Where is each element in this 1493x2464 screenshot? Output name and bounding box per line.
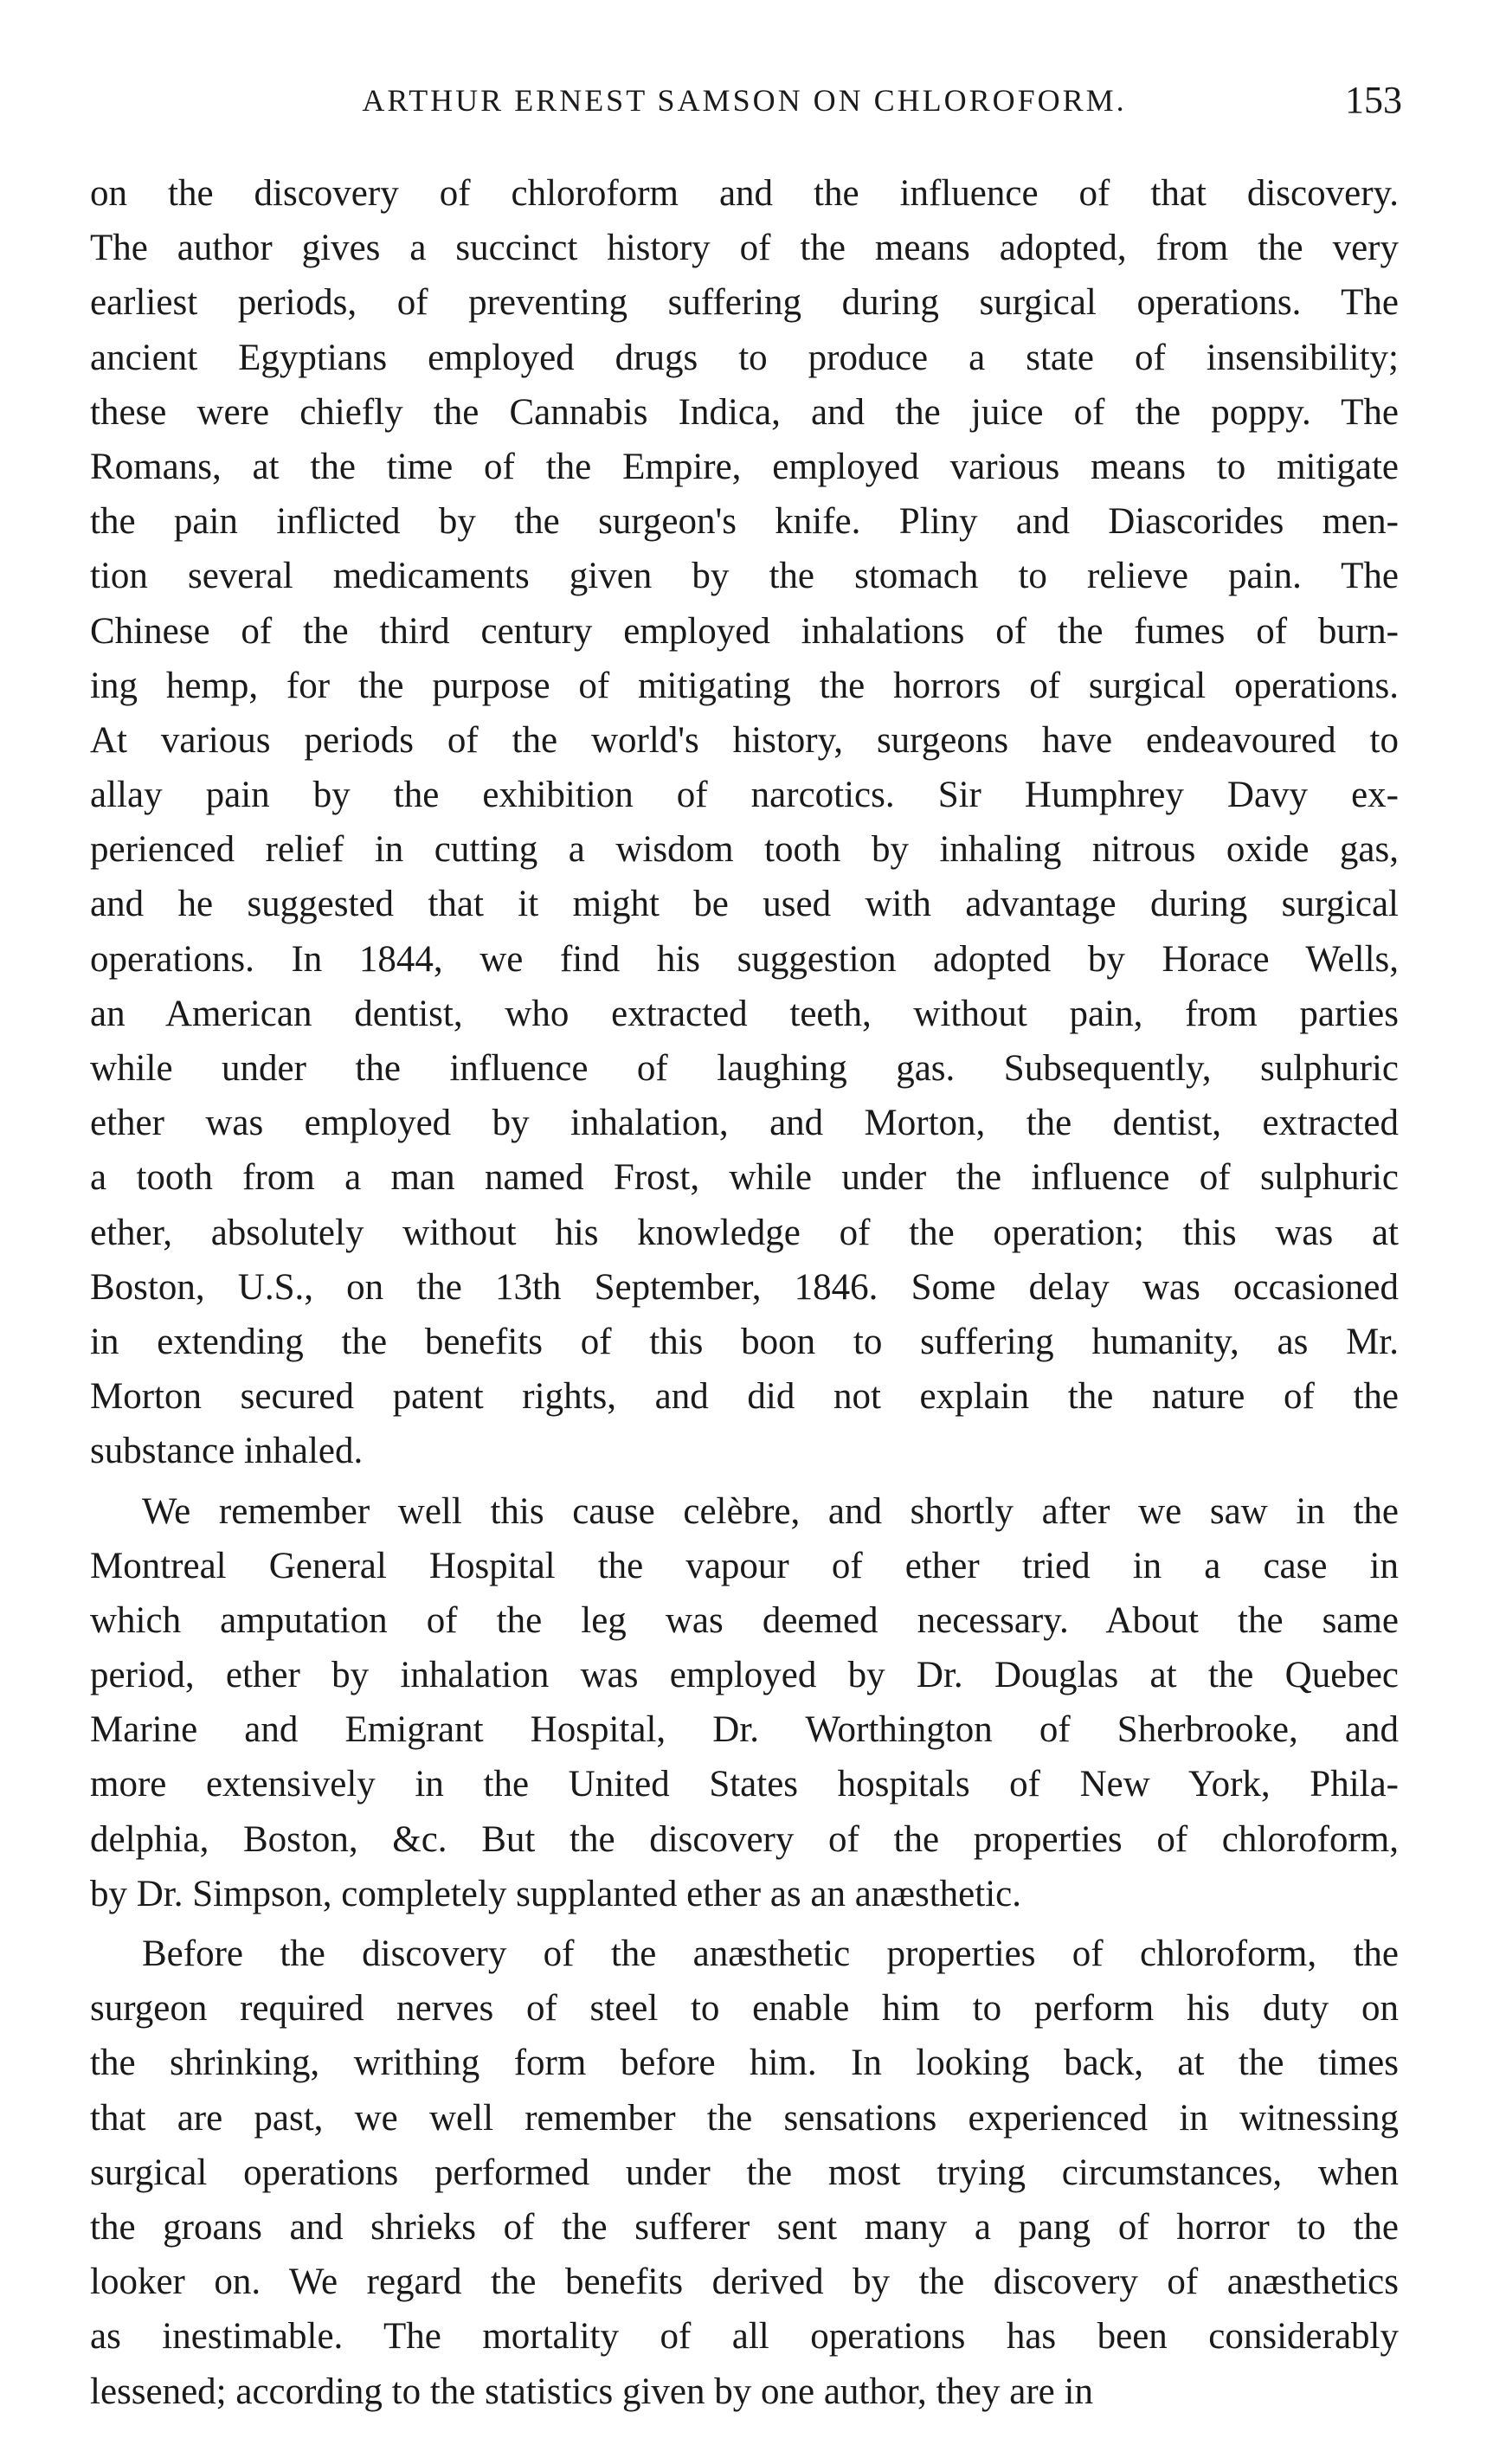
text-line: Before the discovery of the anæsthetic properties of chloroform, the — [142, 1933, 1399, 1974]
text-line: the groans and shrieks of the sufferer sent many a pang of horror to the — [90, 2206, 1399, 2248]
text-line: the shrinking, writhing form before him. In looking back, at the times — [90, 2043, 1399, 2084]
page-header — [87, 74, 1402, 126]
text-line: perienced relief in cutting a wisdom tooth by inhaling nitrous oxide gas, — [90, 829, 1399, 871]
text-line: ing hemp, for the purpose of mitigating the horrors of surgical operations. — [90, 665, 1399, 706]
text-line: the pain inflicted by the surgeon's knife. Pliny and Diascorides men- — [90, 501, 1399, 543]
page-number: 153 — [1345, 79, 1402, 121]
text-line: by Dr. Simpson, completely supplanted ether as an anæsthetic. — [90, 1873, 1021, 1914]
text-line: ether was employed by inhalation, and Morton, the dentist, extracted — [90, 1103, 1399, 1144]
text-line: Morton secured patent rights, and did not explain the nature of the — [90, 1376, 1399, 1418]
text-line: Romans, at the time of the Empire, employed various means to mitigate — [90, 446, 1399, 487]
text-line: these were chiefly the Cannabis Indica, and the juice of the poppy. The — [90, 391, 1399, 433]
text-line: on the discovery of chloroform and the influence of that discovery. — [90, 173, 1399, 214]
text-line: looker on. We regard the benefits derived by the discovery of anæsthetics — [90, 2261, 1399, 2303]
text-line: Chinese of the third century employed inhalations of the fumes of burn- — [90, 610, 1399, 652]
text-line: The author gives a succinct history of the means adopted, from the very — [90, 228, 1399, 269]
paragraph — [90, 1484, 1399, 1922]
text-line: period, ether by inhalation was employed by Dr. Douglas at the Quebec — [90, 1655, 1399, 1696]
text-line: At various periods of the world's history, surgeons have endeavoured to — [90, 719, 1399, 761]
text-line: delphia, Boston, &c. But the discovery of the properties of chloroform, — [90, 1818, 1399, 1860]
text-line: which amputation of the leg was deemed necessary. About the same — [90, 1599, 1399, 1641]
text-line: more extensively in the United States hospitals of New York, Phila- — [90, 1764, 1399, 1805]
text-line: in extending the benefits of this boon to suffering humanity, as Mr. — [90, 1321, 1399, 1362]
paragraph — [90, 1927, 1399, 2419]
text-line: ancient Egyptians employed drugs to produce a state of insensibility; — [90, 337, 1399, 378]
text-line: a tooth from a man named Frost, while under the influence of sulphuric — [90, 1157, 1399, 1199]
text-line: while under the influence of laughing gas. Subsequently, sulphuric — [90, 1048, 1399, 1089]
text-line: Marine and Emigrant Hospital, Dr. Worthington of Sherbrooke, and — [90, 1709, 1399, 1751]
text-line: operations. In 1844, we find his suggestion adopted by Horace Wells, — [90, 938, 1399, 980]
text-line: ether, absolutely without his knowledge of the operation; this was at — [90, 1212, 1399, 1253]
text-line: tion several medicaments given by the stomach to relieve pain. The — [90, 556, 1399, 597]
text-line: We remember well this cause celèbre, and shortly after we saw in the — [142, 1490, 1399, 1532]
text-line: substance inhaled. — [90, 1431, 364, 1472]
body-text — [90, 166, 1399, 2419]
text-line: Montreal General Hospital the vapour of ether tried in a case in — [90, 1545, 1399, 1586]
text-line: lessened; according to the statistics given by one author, they are in — [90, 2371, 1093, 2412]
paragraph — [90, 166, 1399, 1479]
text-line: that are past, we well remember the sensations experienced in witnessing — [90, 2097, 1399, 2139]
running-head: ARTHUR ERNEST SAMSON ON CHLOROFORM. — [362, 83, 1127, 118]
text-line: as inestimable. The mortality of all operations has been considerably — [90, 2316, 1399, 2358]
text-line: surgical operations performed under the most trying circumstances, when — [90, 2152, 1399, 2193]
text-line: earliest periods, of preventing suffering during surgical operations. The — [90, 282, 1399, 324]
text-line: and he suggested that it might be used with advantage during surgical — [90, 884, 1399, 925]
text-line: an American dentist, who extracted teeth, without pain, from parties — [90, 993, 1399, 1034]
text-line: surgeon required nerves of steel to enable him to perform his duty on — [90, 1988, 1399, 2030]
text-line: Boston, U.S., on the 13th September, 1846. Some delay was occasioned — [90, 1266, 1399, 1308]
text-line: allay pain by the exhibition of narcotics. Sir Humphrey Davy ex- — [90, 775, 1399, 816]
